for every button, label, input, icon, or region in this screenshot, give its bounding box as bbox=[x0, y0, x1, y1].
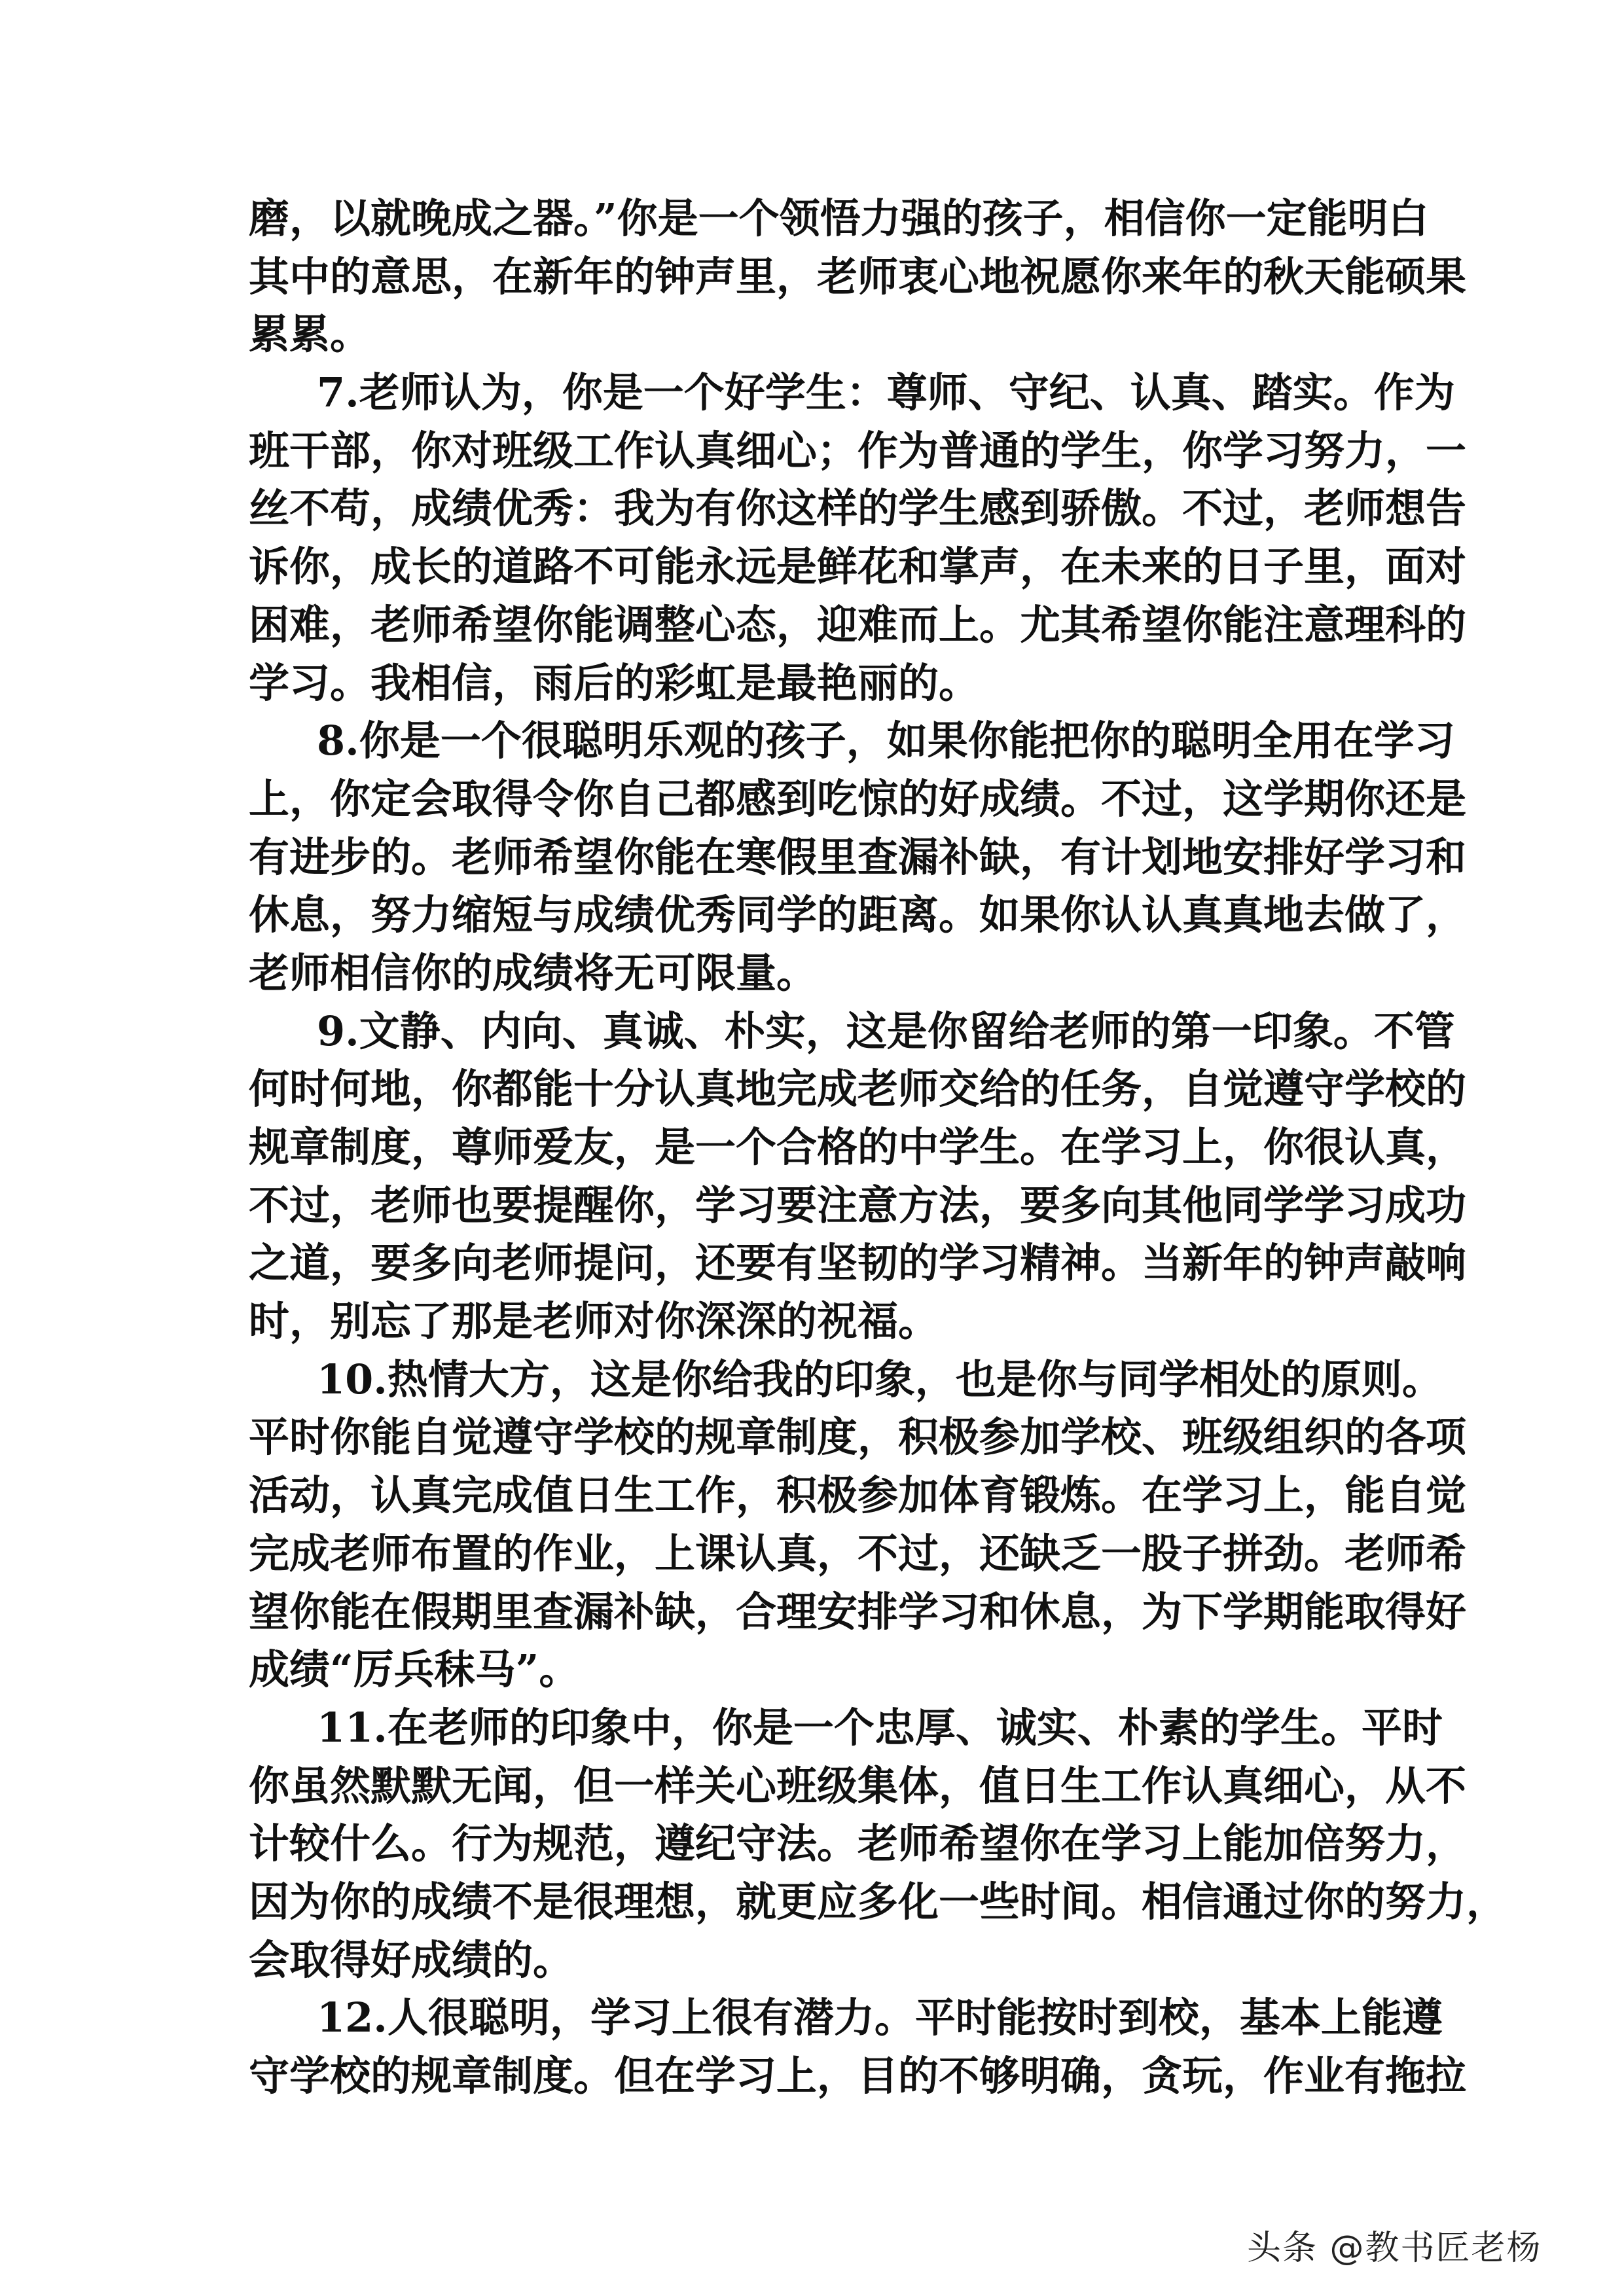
text-line: 休息，努力缩短与成绩优秀同学的距离。如果你认认真真地去做了， bbox=[249, 891, 1467, 939]
text-line: 11.在老师的印象中，你是一个忠厚、诚实、朴素的学生。平时 bbox=[317, 1703, 1443, 1751]
text-line: 规章制度，尊师爱友，是一个合格的中学生。在学习上，你很认真， bbox=[249, 1123, 1467, 1171]
text-line: 活动，认真完成值日生工作，积极参加体育锻炼。在学习上，能自觉 bbox=[249, 1471, 1467, 1520]
text-line: 丝不苟，成绩优秀：我为有你这样的学生感到骄傲。不过，老师想告 bbox=[249, 484, 1467, 533]
text-line: 10.热情大方，这是你给我的印象，也是你与同学相处的原则。 bbox=[317, 1355, 1443, 1403]
text-line: 其中的意思，在新年的钟声里，老师衷心地祝愿你来年的秋天能硕果 bbox=[249, 252, 1467, 300]
text-line: 会取得好成绩的。 bbox=[249, 1935, 574, 1984]
text-line: 你虽然默默无闻，但一样关心班级集体，值日生工作认真细心，从不 bbox=[249, 1761, 1467, 1810]
text-line: 守学校的规章制度。但在学习上，目的不够明确，贪玩，作业有拖拉 bbox=[249, 2052, 1467, 2100]
text-line: 诉你，成长的道路不可能永远是鲜花和掌声，在未来的日子里，面对 bbox=[249, 543, 1467, 591]
watermark: 头条 @教书匠老杨 bbox=[1247, 2229, 1542, 2268]
text-line: 9.文静、内向、真诚、朴实，这是你留给老师的第一印象。不管 bbox=[317, 1007, 1455, 1055]
text-line: 时，别忘了那是老师对你深深的祝福。 bbox=[249, 1297, 939, 1346]
text-line: 平时你能自觉遵守学校的规章制度，积极参加学校、班级组织的各项 bbox=[249, 1413, 1467, 1462]
text-line: 上，你定会取得令你自己都感到吃惊的好成绩。不过，这学期你还是 bbox=[249, 774, 1467, 823]
text-line: 7.老师认为，你是一个好学生：尊师、守纪、认真、踏实。作为 bbox=[317, 368, 1455, 417]
text-line: 成绩“厉兵秣马”。 bbox=[249, 1645, 580, 1694]
text-line: 老师相信你的成绩将无可限量。 bbox=[249, 948, 818, 997]
text-line: 磨，以就晚成之器。”你是一个领悟力强的孩子，相信你一定能明白 bbox=[249, 194, 1429, 242]
text-line: 班干部，你对班级工作认真细心；作为普通的学生，你学习努力，一 bbox=[249, 426, 1467, 475]
text-line: 有进步的。老师希望你能在寒假里查漏补缺，有计划地安排好学习和 bbox=[249, 833, 1467, 881]
document-body bbox=[249, 190, 1507, 2106]
text-line: 12.人很聪明，学习上很有潜力。平时能按时到校，基本上能遵 bbox=[317, 1994, 1443, 2042]
text-line: 望你能在假期里查漏补缺，合理安排学习和休息，为下学期能取得好 bbox=[249, 1587, 1467, 1636]
text-line: 不过，老师也要提醒你，学习要注意方法，要多向其他同学学习成功 bbox=[249, 1181, 1467, 1229]
text-line: 学习。我相信，雨后的彩虹是最艳丽的。 bbox=[249, 658, 980, 707]
text-line: 因为你的成绩不是很理想，就更应多化一些时间。相信通过你的努力， bbox=[249, 1877, 1507, 1926]
text-line: 之道，要多向老师提问，还要有坚韧的学习精神。当新年的钟声敲响 bbox=[249, 1239, 1467, 1287]
text-line: 8.你是一个很聪明乐观的孩子，如果你能把你的聪明全用在学习 bbox=[317, 717, 1455, 765]
text-line: 完成老师布置的作业，上课认真，不过，还缺乏一股子拼劲。老师希 bbox=[249, 1529, 1467, 1577]
text-line: 累累。 bbox=[249, 310, 371, 359]
text-line: 计较什么。行为规范，遵纪守法。老师希望你在学习上能加倍努力， bbox=[249, 1820, 1467, 1868]
text-line: 困难，老师希望你能调整心态，迎难而上。尤其希望你能注意理科的 bbox=[249, 600, 1467, 649]
text-line: 何时何地，你都能十分认真地完成老师交给的任务，自觉遵守学校的 bbox=[249, 1065, 1467, 1113]
